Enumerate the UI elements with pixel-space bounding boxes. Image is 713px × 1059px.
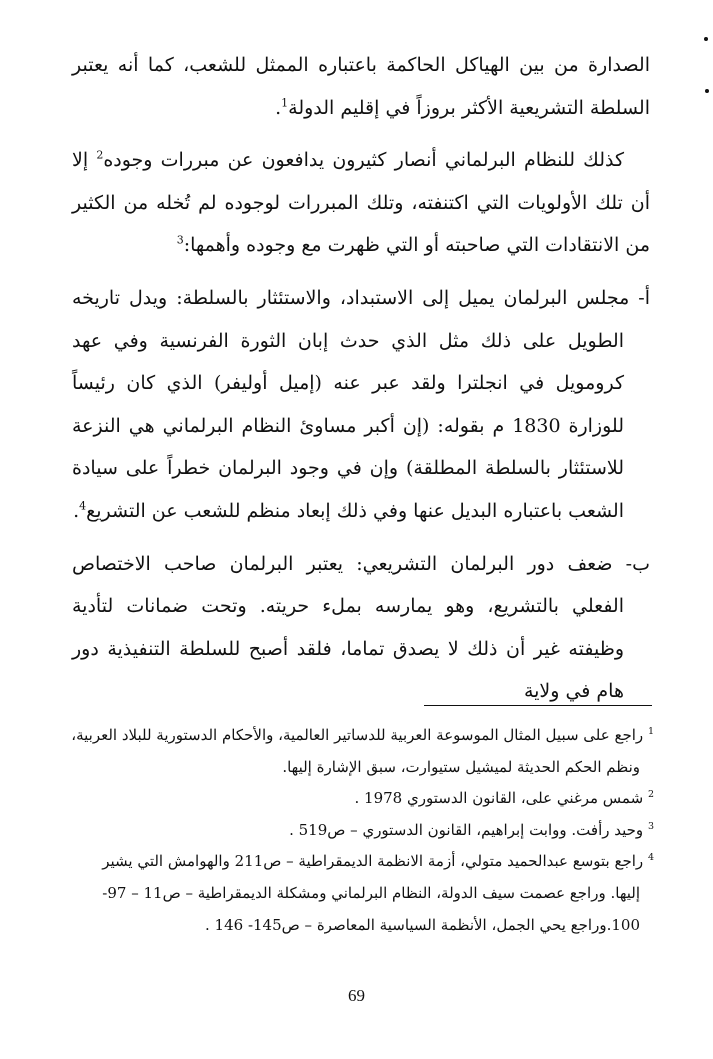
footnote-2: $^2$ شمس مرغني على، القانون الدستوري 1978 . bbox=[354, 789, 654, 808]
footnote-1: $^1$ راجع على سبيل المثال الموسوعة العربية للدساتير العالمية، والأحكام الدستورية للبلاد العربية، bbox=[71, 726, 654, 744]
footnote-4-continued: 100.وراجع يحي الجمل، الأنظمة السياسية المعاصرة – ص145- 146 . bbox=[204, 915, 640, 934]
footnote-separator bbox=[424, 705, 652, 706]
footnote-4-continued: إليها. وراجع عصمت سيف الدولة، النظام البرلماني ومشكلة الديمقراطية – ص11 – 97- bbox=[102, 883, 640, 902]
margin-dot bbox=[705, 89, 709, 93]
footnotes bbox=[64, 720, 654, 941]
margin-dot bbox=[704, 37, 708, 41]
footnote-1-continued: ونظم الحكم الحديثة لميشيل ستيوارت، سبق الإشارة إليها. bbox=[282, 757, 640, 776]
list-item-a: أ- مجلس البرلمان يميل إلى الاستبداد، والاستئثار بالسلطة: ويدل تاريخه الطويل على ذلك مثل الذي حدث إبان الثورة الفرنسية وفي عهد كرومويل في انجلترا ولقد عبر عنه (إميل أوليفر) الذي كان رئيساً للوزارة 1830 م بقوله: (إن أكبر مساوئ النظام البرلماني هي النزعة للاستئثار بالسلطة المطلقة) وإن في وجود البرلمان خطراً على سيادة الشعب باعتباره البديل عنها وفي ذلك إبعاد منظم للشعب عن التشريع$^4$. bbox=[72, 286, 650, 522]
paragraph-2: كذلك للنظام البرلماني أنصار كثيرون يدافعون عن مبررات وجوده$^2$ إلا أن تلك الأولويات التي اكتنفته، وتلك المبررات لوجوده لم تُخله من الكثير من الانتقادات التي صاحبته أو التي ظهرت مع وجوده وأهمها:$^3$ bbox=[72, 148, 650, 257]
page-number: 69 bbox=[348, 986, 365, 1005]
footnote-4: $^4$ راجع بتوسع عبدالحميد متولي، أزمة الانظمة الديمقراطية – ص211 والهوامش التي يشير bbox=[102, 852, 654, 871]
paragraph-1: الصدارة من بين الهياكل الحاكمة باعتباره الممثل للشعب، كما أنه يعتبر السلطة التشريعية الأكثر بروزاً في إقليم الدولة$^1$. bbox=[72, 54, 650, 119]
footnote-ref-3[interactable]: 3 bbox=[176, 234, 184, 248]
list-item-b: ب- ضعف دور البرلمان التشريعي: يعتبر البرلمان صاحب الاختصاص الفعلي بالتشريع، وهو يمارسه بملء حريته. وتحت ضمانات لتأدية وظيفته غير أن ذلك لا يصدق تماما، فلقد أصبح للسلطة التنفيذية دور هام في ولاية bbox=[72, 552, 650, 703]
footnote-ref-4[interactable]: 4 bbox=[79, 499, 87, 513]
footnote-3: $^3$ وحيد رأفت. ووابت إبراهيم، القانون الدستوري – ص519 . bbox=[289, 820, 654, 839]
main-text bbox=[72, 44, 650, 723]
footnote-ref-1[interactable]: 1 bbox=[281, 96, 289, 110]
footnote-ref-2[interactable]: 2 bbox=[96, 148, 104, 162]
